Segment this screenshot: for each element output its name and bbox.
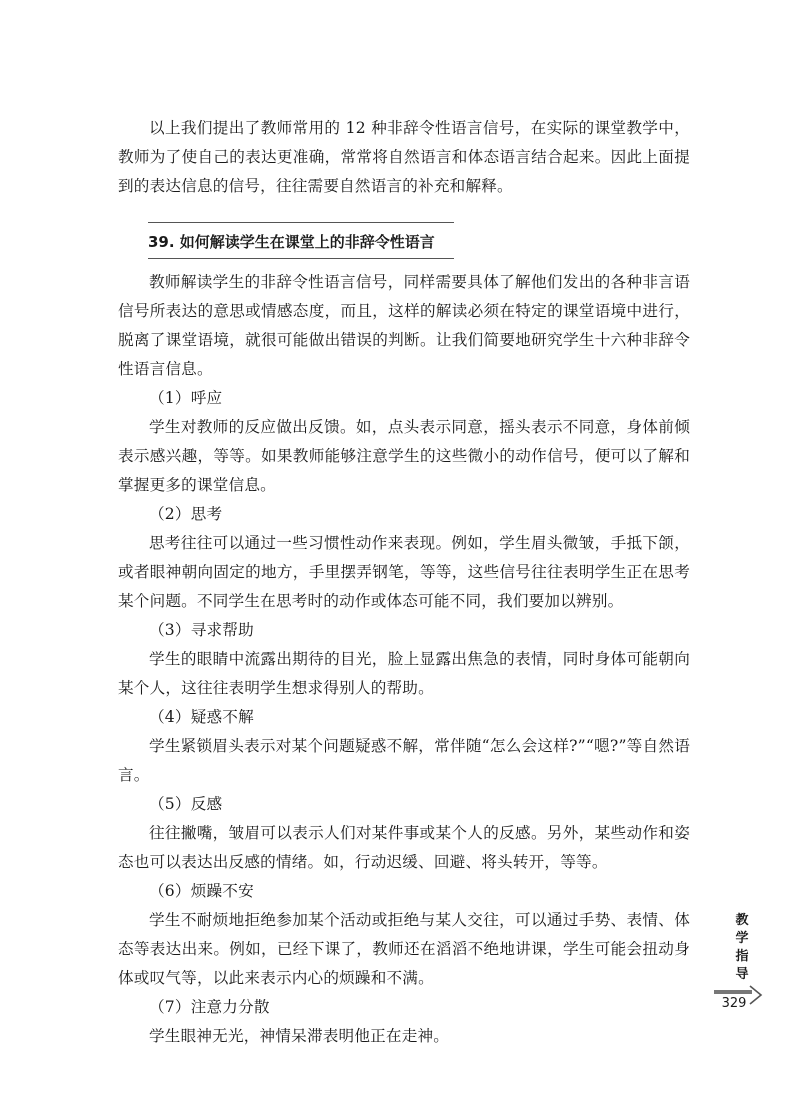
item-title: （6）烦躁不安 (149, 882, 254, 900)
item-text: 学生对教师的反应做出反馈。如，点头表示同意，摇头表示不同意，身体前倾表示感兴趣，等等。如果教师能够注意学生的这些微小的动作信号，便可以了解和掌握更多的课堂信息。 (118, 418, 690, 494)
item-text: 学生不耐烦地拒绝参加某个活动或拒绝与某人交往，可以通过手势、表情、体态等表达出来。例如，已经下课了，教师还在滔滔不绝地讲课，学生可能会扭动身体或叹气等，以此来表示内心的烦躁和不满。 (118, 911, 690, 987)
heading-rule-top (148, 222, 454, 223)
item-text: 学生眼神无光，神情呆滞表明他正在走神。 (149, 1027, 450, 1045)
item-text: 思考往往可以通过一些习惯性动作来表现。例如，学生眉头微皱，手抵下颌，或者眼神朝向固定的地方，手里摆弄钢笔，等等，这些信号往往表明学生正在思考某个问题。不同学生在思考时的动作或体态可能不同，我们要加以辨别。 (118, 534, 690, 610)
item-text: 学生紧锁眉头表示对某个问题疑惑不解，常伴随“怎么会这样?”“嗯?”等自然语言。 (118, 737, 690, 784)
item-title: （7）注意力分散 (149, 998, 270, 1016)
side-tab-char: 导 (735, 967, 749, 982)
intro-paragraph: 以上我们提出了教师常用的 12 种非辞令性语言信号，在实际的课堂教学中，教师为了使自己的表达更准确，常常将自然语言和体态语言结合起来。因此上面提到的表达信息的信号，往往需要自然语言的补充和解释。 (118, 119, 690, 195)
item-title: （2）思考 (149, 505, 223, 523)
item-text: 往往撇嘴，皱眉可以表示人们对某件事或某个人的反感。另外，某些动作和姿态也可以表达出反感的情绪。如，行动迟缓、回避、将头转开，等等。 (118, 824, 690, 871)
heading-rule-bottom (148, 258, 454, 259)
section-lead-paragraph: 教师解读学生的非辞令性语言信号，同样需要具体了解他们发出的各种非言语信号所表达的意思或情感态度，而且，这样的解读必须在特定的课堂语境中进行，脱离了课堂语境，就很可能做出错误的判断。让我们简要地研究学生十六种非辞令性语言信息。 (118, 273, 690, 378)
item-text: 学生的眼睛中流露出期待的目光，脸上显露出焦急的表情，同时身体可能朝向某个人，这往往表明学生想求得别人的帮助。 (118, 650, 690, 697)
side-tab-char: 学 (735, 931, 749, 946)
section-heading: 39. 如何解读学生在课堂上的非辞令性语言 (148, 233, 435, 251)
side-tab-char: 教 (735, 913, 749, 928)
item-title: （1）呼应 (149, 389, 223, 407)
chapter-side-tab (722, 912, 762, 984)
item-title: （3）寻求帮助 (149, 621, 254, 639)
page-number: 329 (721, 996, 747, 1011)
item-title: （4）疑惑不解 (149, 708, 254, 726)
page-number-bar (714, 990, 752, 994)
side-tab-char: 指 (735, 949, 749, 964)
item-title: （5）反感 (149, 795, 223, 813)
intro-block (118, 114, 690, 201)
section-body (118, 268, 690, 1051)
